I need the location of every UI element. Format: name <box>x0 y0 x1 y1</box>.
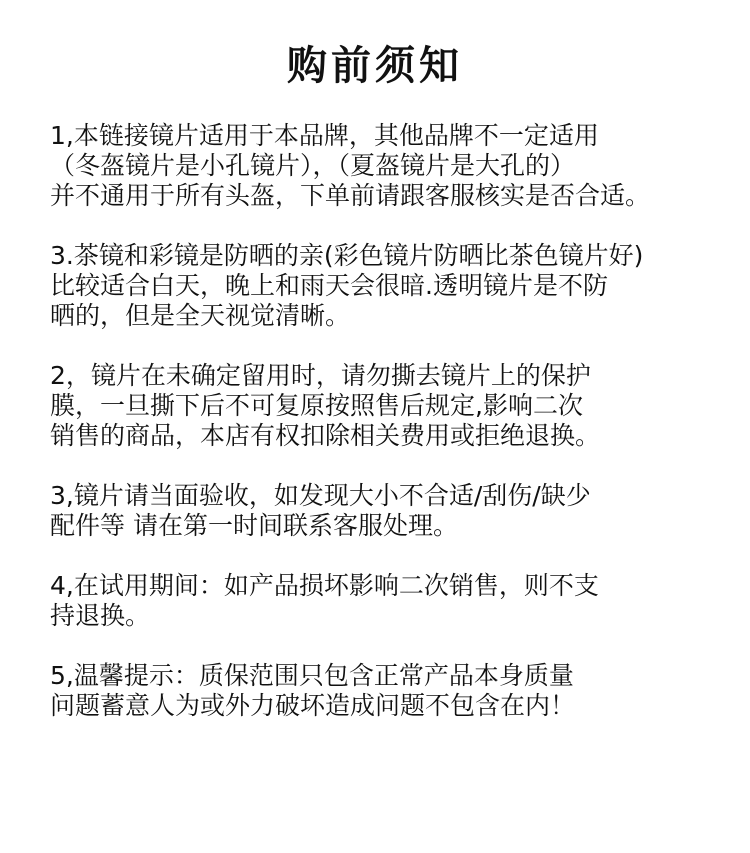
notice-paragraph-compatibility <box>50 121 740 211</box>
notice-line: 4,在试用期间：如产品损坏影响二次销售，则不支 <box>50 571 599 600</box>
notice-paragraph-warranty <box>50 661 740 721</box>
notice-line: 5,温馨提示：质保范围只包含正常产品本身质量 <box>50 661 574 690</box>
notice-line: 3.茶镜和彩镜是防晒的亲(彩色镜片防晒比茶色镜片好) <box>50 241 644 270</box>
notice-line: 销售的商品，本店有权扣除相关费用或拒绝退换。 <box>50 421 601 450</box>
notice-line: 3,镜片请当面验收，如发现大小不合适/刮伤/缺少 <box>50 481 591 510</box>
notice-line: 膜，一旦撕下后不可复原按照售后规定,影响二次 <box>50 391 583 420</box>
notice-list <box>50 121 740 751</box>
notice-line: 晒的，但是全天视觉清晰。 <box>50 301 351 330</box>
notice-line: 配件等 请在第一时间联系客服处理。 <box>50 511 458 540</box>
notice-line: （冬盔镜片是小孔镜片），（夏盔镜片是大孔的） <box>50 151 576 180</box>
notice-line: 并不通用于所有头盔，下单前请跟客服核实是否合适。 <box>50 181 651 210</box>
notice-line: 1,本链接镜片适用于本品牌，其他品牌不一定适用 <box>50 121 599 150</box>
notice-paragraph-protective-film <box>50 361 740 451</box>
page-title: 购前须知 <box>287 43 463 89</box>
notice-paragraph-lens-tint <box>50 241 740 331</box>
notice-paragraph-inspection <box>50 481 740 541</box>
notice-line: 问题蓄意人为或外力破坏造成问题不包含在内！ <box>50 691 576 720</box>
notice-line: 2，镜片在未确定留用时，请勿撕去镜片上的保护 <box>50 361 591 390</box>
notice-paragraph-trial <box>50 571 740 631</box>
notice-line: 持退换。 <box>50 601 151 630</box>
notice-line: 比较适合白天，晚上和雨天会很暗.透明镜片是不防 <box>50 271 608 300</box>
